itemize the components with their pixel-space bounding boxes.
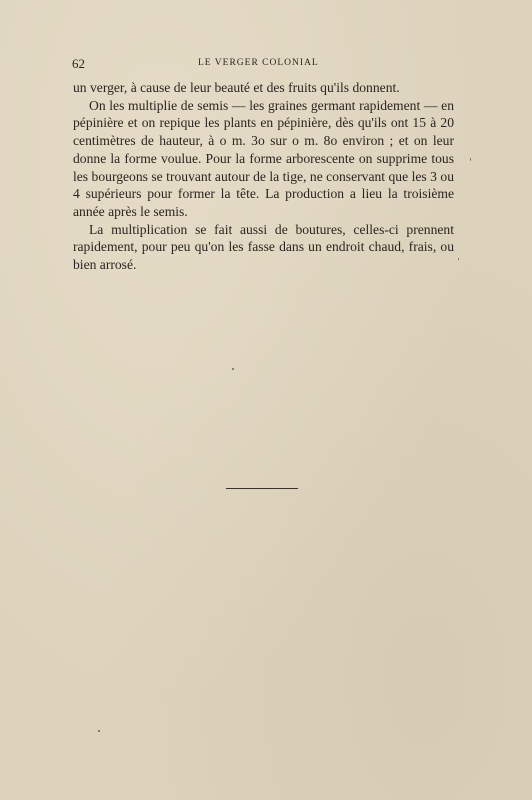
paper-speck (458, 258, 459, 260)
paper-speck (470, 158, 471, 161)
page-header (72, 56, 455, 72)
section-end-rule (226, 488, 298, 489)
paper-speck (232, 368, 234, 370)
body-text (73, 79, 454, 274)
paragraph-propagation-seeds: On les multiplie de semis — les graines germant rapidement — en pépinière et on repique les plants en pépinière, dès qu'ils ont 15 à 20 centimètres de hauteur, à o m. 3o sur o m. 8o environ ; et on leur donne la forme voulue. Pour la forme arborescente on supprime tous les bourgeons se trouvant autour de la tige, ne conservant que les 3 ou 4 supérieurs pour former la tête. La production a lieu la troisième année après le semis. (73, 97, 454, 219)
paragraph-propagation-cuttings: La multiplication se fait aussi de boutures, celles-ci prennent rapidement, pour peu qu'on les fasse dans un endroit chaud, frais, ou bien arrosé. (73, 221, 454, 273)
paragraph-continuation: un verger, à cause de leur beauté et des fruits qu'ils donnent. (73, 80, 400, 95)
paper-speck (98, 730, 100, 732)
running-head: LE VERGER COLONIAL (198, 58, 319, 68)
page-number: 62 (72, 56, 85, 71)
